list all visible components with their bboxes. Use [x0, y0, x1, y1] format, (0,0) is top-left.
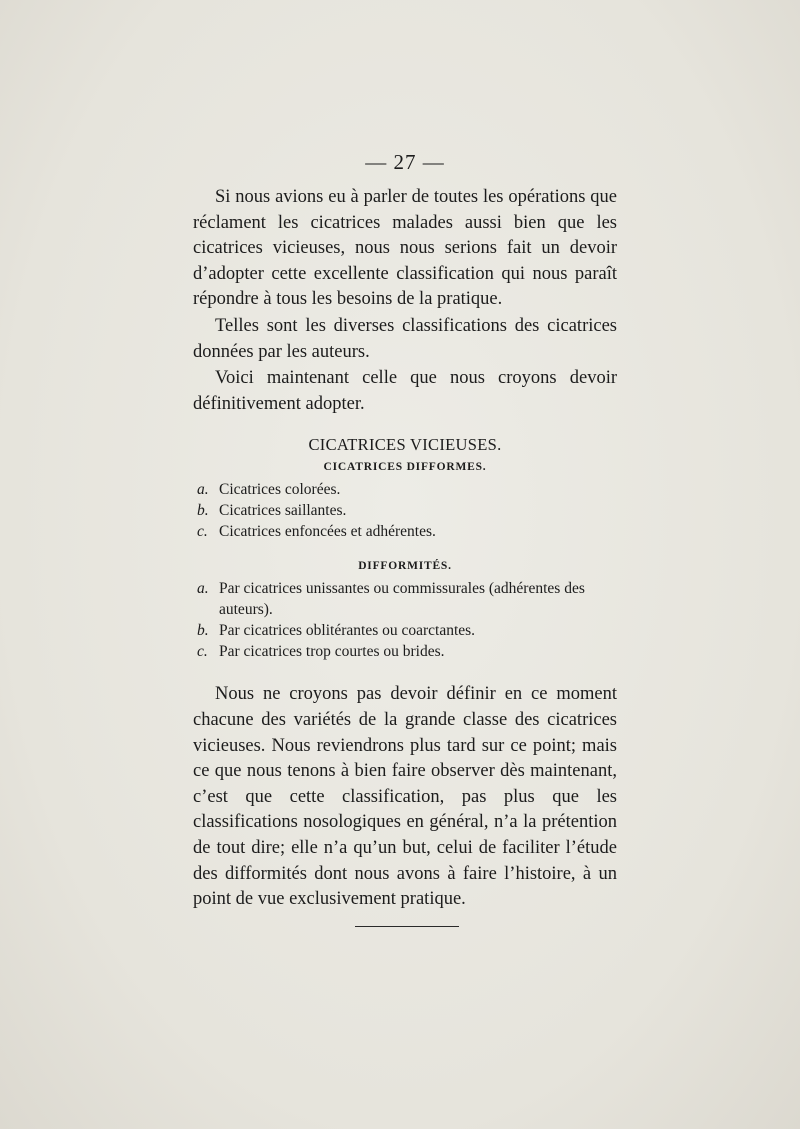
- paragraph-conclusion: Nous ne croyons pas devoir définir en ce moment chacune des variétés de la grande classe des cicatrices vicieuses. Nous reviendrons plus tard sur ce point; mais ce que nous tenons à bien faire observer dès maintenant, c’est que cette classification, pas plus que les classifications nosologiques en général, n’a la prétention de tout dire; elle n’a qu’un but, celui de faciliter l’étude des difformités dont nous avons à faire l’histoire, à un point de vue exclusivement pratique.: [193, 684, 617, 910]
- paragraph-operations: Si nous avions eu à parler de toutes les opérations que réclament les cicatrices malades aussi bien que les cicatrices vicieuses, nous nous serions fait un devoir d’adopter cette excellente classification qui nous paraît répondre à tous les besoins de la pratique.: [193, 187, 617, 310]
- list-item: a. Par cicatrices unissantes ou commissurales (adhérentes des auteurs).: [197, 580, 585, 619]
- paragraph-classifications: Telles sont les diverses classifications des cicatrices données par les auteurs.: [193, 315, 617, 362]
- list-difformites: [193, 578, 617, 662]
- paragraph-adopt: Voici maintenant celle que nous croyons devoir définitivement adopter.: [193, 368, 617, 414]
- list-item: b. Cicatrices saillantes.: [197, 502, 347, 520]
- page-number: — 27 —: [365, 150, 445, 174]
- text-block: [193, 150, 617, 913]
- group-heading-difformites: DIFFORMITÉS.: [358, 560, 452, 573]
- list-item: c. Par cicatrices trop courtes ou brides.: [197, 643, 445, 661]
- group-heading-difformes: CICATRICES DIFFORMES.: [323, 461, 487, 474]
- list-item: a. Cicatrices colorées.: [197, 481, 341, 499]
- list-item: b. Par cicatrices oblitérantes ou coarctantes.: [197, 622, 476, 640]
- list-difformes: [193, 479, 617, 542]
- classification-title: CICATRICES VICIEUSES.: [308, 435, 502, 455]
- list-item: c. Cicatrices enfoncées et adhérentes.: [197, 523, 436, 541]
- end-rule: [355, 926, 459, 927]
